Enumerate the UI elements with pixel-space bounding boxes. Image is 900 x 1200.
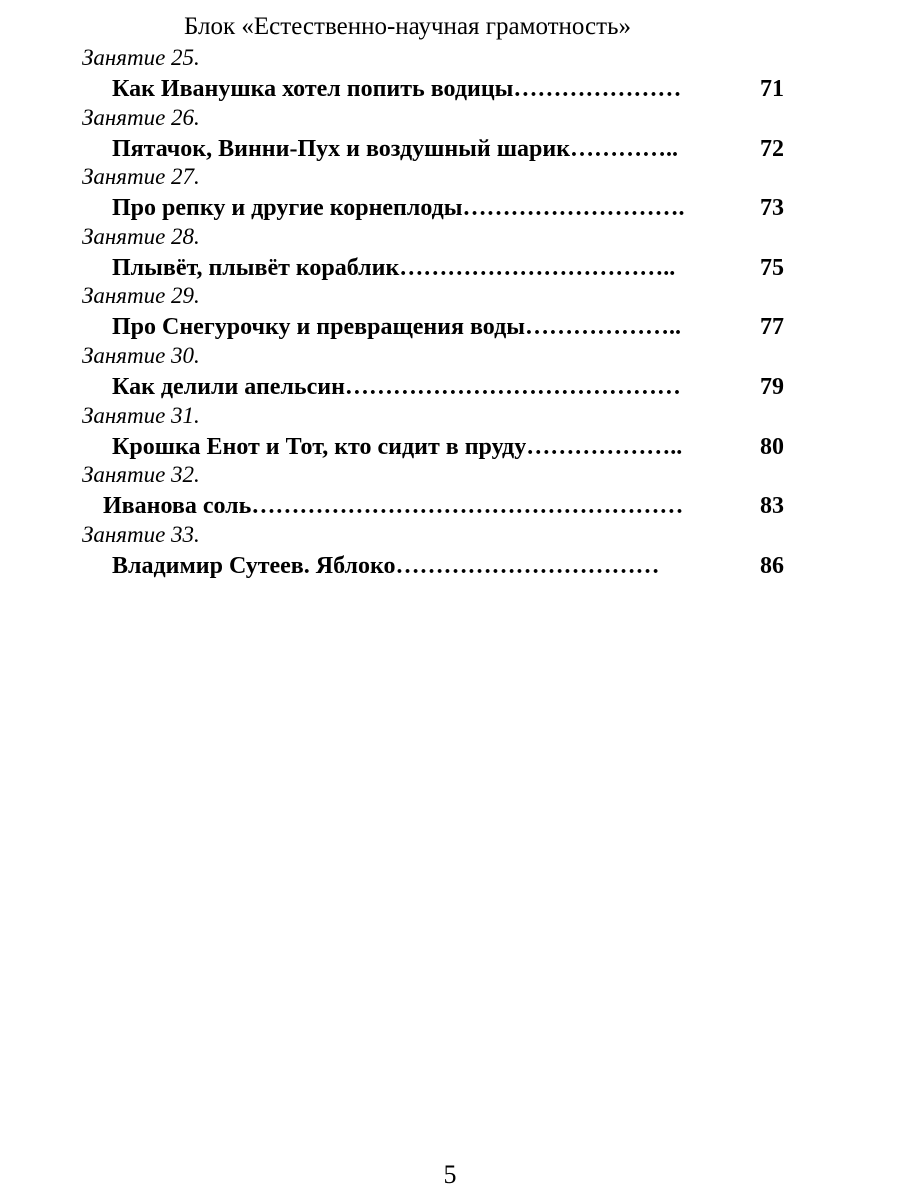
toc-entry xyxy=(0,403,900,463)
toc-entry xyxy=(0,105,900,165)
toc-entry xyxy=(0,224,900,284)
lesson-title: Пятачок, Винни-Пух и воздушный шарик xyxy=(112,135,571,162)
lesson-title: Плывёт, плывёт кораблик xyxy=(112,254,400,281)
dot-leader: ………………………. xyxy=(462,195,685,222)
lesson-title: Про репку и другие корнеплоды xyxy=(112,195,463,222)
lesson-page-number: 75 xyxy=(760,254,784,281)
lesson-label: Занятие 32. xyxy=(82,462,200,488)
lesson-title-line xyxy=(112,372,728,402)
dot-leader: …………………………………… xyxy=(344,374,681,400)
lesson-label: Занятие 25. xyxy=(82,45,200,70)
dot-leader: ………….. xyxy=(570,135,679,162)
lesson-label: Занятие 33. xyxy=(82,521,200,547)
lesson-page-number: 71 xyxy=(760,76,784,102)
dot-leader: ……………….. xyxy=(526,433,683,460)
dot-leader: ……………………………………………… xyxy=(251,493,684,520)
lesson-page-number: 72 xyxy=(760,135,784,162)
lesson-title-line xyxy=(112,551,728,581)
lesson-label: Занятие 30. xyxy=(82,343,200,368)
lesson-title-line xyxy=(112,312,728,342)
lesson-page-number: 83 xyxy=(760,493,784,520)
lesson-title: Про Снегурочку и превращения воды xyxy=(112,314,525,341)
lesson-title-line xyxy=(112,193,728,223)
lesson-title-line xyxy=(103,491,728,521)
page-number: 5 xyxy=(443,1160,457,1189)
lesson-title: Владимир Сутеев. Яблоко xyxy=(112,552,396,579)
lesson-label: Занятие 28. xyxy=(82,223,200,249)
dot-leader: ………………… xyxy=(513,76,682,102)
lesson-page-number: 79 xyxy=(760,374,784,400)
lesson-title-line xyxy=(112,134,728,164)
dot-leader: ……………….. xyxy=(524,314,681,341)
lesson-label: Занятие 29. xyxy=(82,283,200,309)
lesson-page-number: 77 xyxy=(760,314,784,341)
lesson-title-line xyxy=(112,253,728,283)
lesson-label: Занятие 26. xyxy=(82,104,200,130)
lesson-label: Занятие 31. xyxy=(82,402,200,428)
lesson-page-number: 73 xyxy=(760,195,784,222)
lesson-title: Как Иванушка хотел попить водицы xyxy=(112,76,514,102)
toc-entry xyxy=(0,164,900,224)
section-heading: Блок «Естественно-научная грамотность» xyxy=(184,13,631,40)
toc-entry xyxy=(0,283,900,343)
lesson-title: Крошка Енот и Тот, кто сидит в пруду xyxy=(112,433,527,460)
lesson-page-number: 80 xyxy=(760,433,784,460)
lesson-page-number: 86 xyxy=(760,552,784,579)
lesson-title: Иванова соль xyxy=(103,493,252,520)
lesson-title: Как делили апельсин xyxy=(112,374,345,400)
toc-entry xyxy=(0,45,900,105)
lesson-label: Занятие 27. xyxy=(82,164,200,190)
toc-entry xyxy=(0,343,900,403)
toc-entry xyxy=(0,522,900,582)
lesson-title-line xyxy=(112,74,728,104)
dot-leader: …………………………….. xyxy=(399,254,676,281)
lesson-title-line xyxy=(112,432,728,462)
dot-leader: …………………………… xyxy=(395,552,660,579)
toc-entry xyxy=(0,462,900,522)
